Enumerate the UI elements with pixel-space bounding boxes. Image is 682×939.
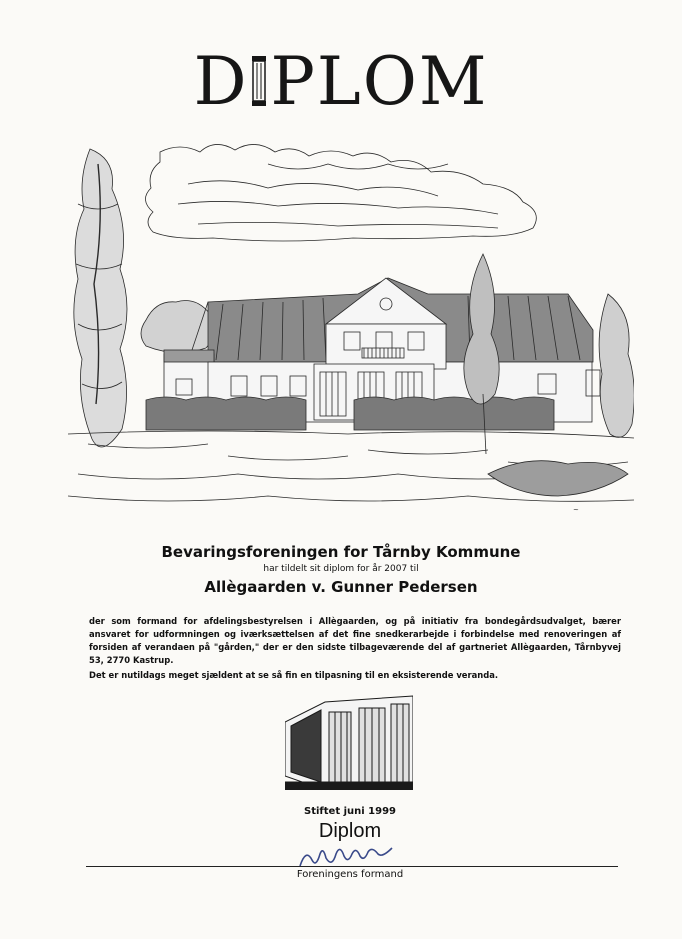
signature-role: Foreningens formand	[296, 869, 404, 880]
awarded-line: har tildelt sit diplom for år 2007 til	[263, 564, 419, 574]
svg-text:~: ~	[573, 506, 579, 514]
veranda-seal-illustration	[285, 692, 413, 790]
manor-house-illustration	[68, 144, 634, 516]
diplom-seal-label: Diplom	[318, 820, 382, 842]
recipient-name: Allègaarden v. Gunner Pedersen	[204, 578, 478, 596]
founded-date: Stiftet juni 1999	[304, 806, 396, 817]
closing-note: Det er nutildags meget sjældent at se så fin en tilpasning til en eksisterende veranda.	[89, 670, 499, 680]
organization-name: Bevaringsforeningen for Tårnby Kommune	[161, 543, 521, 561]
citation-text: der som formand for afdelingsbestyrelsen i Allègaarden, og på initiativ fra bondegårdsudvalget, bærer ansvaret for udformningen og iværksættelsen af det fine snedkerarbejde i forbindelse med renoveringen af forsiden af verandaen på "gården," der er den sidste tilbageværende del af gartneriet Allègaarden, Tårnbyvej 53, 2770 Kastrup.	[89, 616, 621, 665]
column-pillar-icon	[251, 56, 267, 106]
signature-line	[86, 866, 618, 867]
diploma-title	[0, 43, 682, 120]
title-letter-d: D	[193, 43, 249, 120]
title-letters-plom: PLOM	[270, 43, 489, 120]
